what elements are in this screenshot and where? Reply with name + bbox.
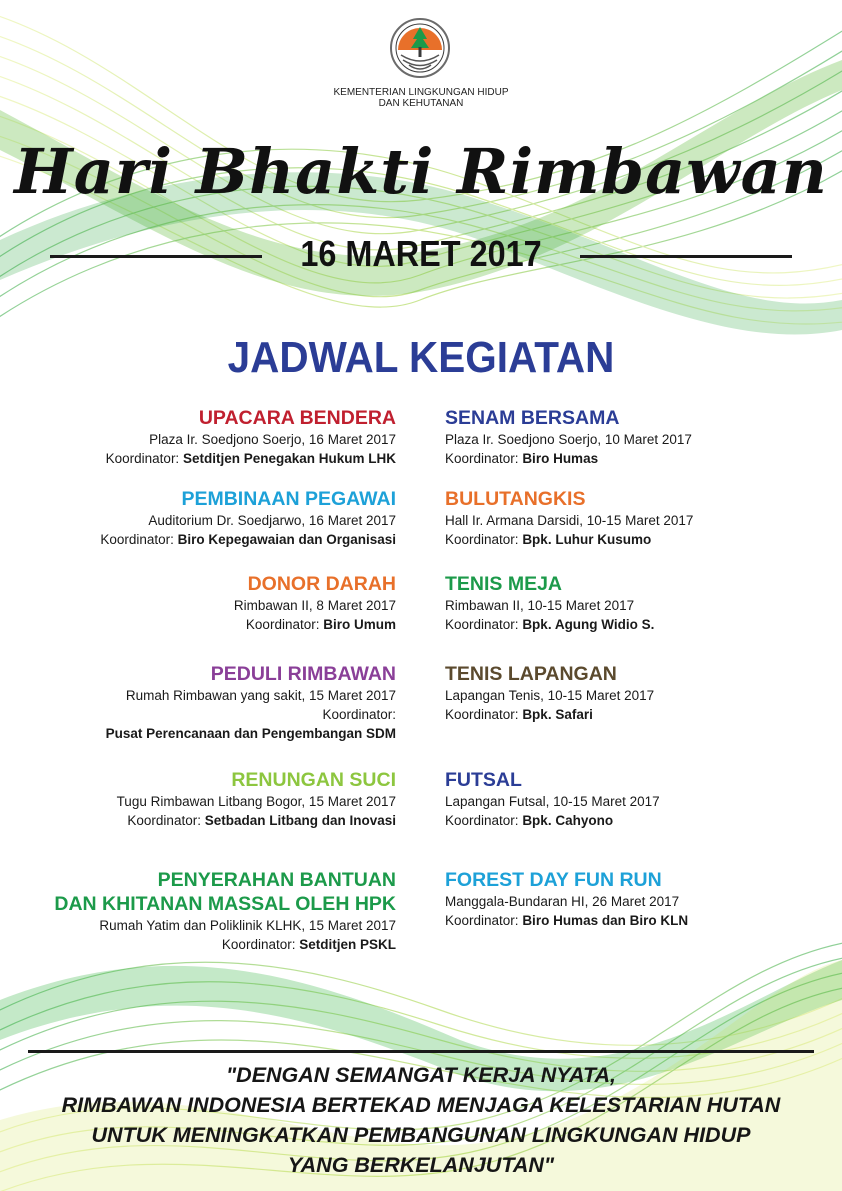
event-detail: Lapangan Futsal, 10-15 Maret 2017 (445, 794, 660, 809)
event-forest-day-fun-run (445, 868, 825, 930)
event-donor-darah (16, 572, 396, 634)
date-rule-right (580, 255, 792, 258)
quote-line1: "DENGAN SEMANGAT KERJA NYATA, (225, 1063, 617, 1087)
event-title: Hari Bhakti Rimbawan (14, 135, 828, 208)
event-detail: Rimbawan II, 8 Maret 2017 (233, 598, 396, 613)
event-detail: Manggala-Bundaran HI, 26 Maret 2017 (445, 894, 680, 909)
event-coordinator: Koordinator: Setditjen PSKL (221, 937, 396, 952)
ministry-name (300, 87, 542, 109)
quote-line3: UNTUK MENINGKATKAN PEMBANGUNAN LINGKUNGAN HIDUP (91, 1123, 751, 1147)
event-title-donor: DONOR DARAH (247, 573, 396, 595)
event-detail: Plaza Ir. Soedjono Soerjo, 16 Maret 2017 (149, 432, 396, 447)
event-title-renungan: RENUNGAN SUCI (231, 769, 396, 791)
event-title-bulutangkis: BULUTANGKIS (445, 488, 586, 510)
event-pembinaan-pegawai (16, 487, 396, 549)
ministry-logo (389, 17, 451, 79)
event-coordinator: Koordinator: Biro Humas (445, 451, 599, 466)
ministry-name-line2: DAN KEHUTANAN (378, 98, 464, 109)
event-senam-bersama (445, 406, 825, 468)
event-coordinator: Koordinator: Bpk. Cahyono (445, 813, 614, 828)
closing-quote (0, 1060, 842, 1180)
event-coordinator-label: Koordinator: (322, 707, 396, 722)
event-bulutangkis (445, 487, 825, 549)
event-title-upacara: UPACARA BENDERA (198, 407, 396, 429)
event-coordinator: Koordinator: Setbadan Litbang dan Inovasi (127, 813, 396, 828)
event-title-senam: SENAM BERSAMA (445, 407, 620, 429)
event-detail: Tugu Rimbawan Litbang Bogor, 15 Maret 2017 (116, 794, 396, 809)
event-upacara-bendera (16, 406, 396, 468)
event-coordinator: Koordinator: Biro Kepegawaian dan Organisasi (100, 532, 396, 547)
event-title-pembinaan: PEMBINAAN PEGAWAI (181, 488, 396, 510)
event-detail: Lapangan Tenis, 10-15 Maret 2017 (445, 688, 655, 703)
quote-line4: YANG BERKELANJUTAN" (287, 1153, 555, 1177)
event-detail: Rumah Rimbawan yang sakit, 15 Maret 2017 (125, 688, 396, 703)
event-detail: Auditorium Dr. Soedjarwo, 16 Maret 2017 (148, 513, 396, 528)
event-title-penyerahan-1: PENYERAHAN BANTUAN (157, 869, 396, 891)
event-coordinator: Koordinator: Setditjen Penegakan Hukum LHK (105, 451, 396, 466)
schedule-heading: JADWAL KEGIATAN (227, 333, 615, 382)
event-title-tenis-lapangan: TENIS LAPANGAN (445, 663, 617, 685)
event-coordinator: Koordinator: Bpk. Agung Widio S. (445, 617, 655, 632)
quote-rule (28, 1050, 814, 1053)
event-detail: Rumah Yatim dan Poliklinik KLHK, 15 Maret 2017 (99, 918, 396, 933)
event-peduli-rimbawan (16, 662, 396, 743)
event-futsal (445, 768, 825, 830)
event-renungan-suci (16, 768, 396, 830)
event-coordinator: Koordinator: Bpk. Safari (445, 707, 593, 722)
event-coordinator: Pusat Perencanaan dan Pengembangan SDM (105, 726, 396, 741)
event-title-tenis-meja: TENIS MEJA (445, 573, 563, 595)
quote-line2: RIMBAWAN INDONESIA BERTEKAD MENJAGA KELESTARIAN HUTAN (61, 1093, 781, 1117)
event-title-futsal: FUTSAL (445, 769, 522, 791)
event-penyerahan-bantuan (16, 868, 396, 954)
event-detail: Hall Ir. Armana Darsidi, 10-15 Maret 2017 (445, 513, 694, 528)
event-coordinator: Koordinator: Bpk. Luhur Kusumo (445, 532, 652, 547)
ministry-name-line1: KEMENTERIAN LINGKUNGAN HIDUP (333, 87, 509, 98)
event-coordinator: Koordinator: Biro Humas dan Biro KLN (445, 913, 689, 928)
event-title-penyerahan-2: DAN KHITANAN MASSAL OLEH HPK (54, 893, 396, 915)
event-detail: Plaza Ir. Soedjono Soerjo, 10 Maret 2017 (445, 432, 692, 447)
event-tenis-lapangan (445, 662, 825, 724)
event-coordinator: Koordinator: Biro Umum (245, 617, 396, 632)
event-title-peduli: PEDULI RIMBAWAN (210, 663, 396, 685)
event-detail: Rimbawan II, 10-15 Maret 2017 (445, 598, 635, 613)
event-date: 16 MARET 2017 (300, 233, 542, 274)
event-title-fun-run: FOREST DAY FUN RUN (445, 869, 662, 891)
event-tenis-meja (445, 572, 825, 634)
